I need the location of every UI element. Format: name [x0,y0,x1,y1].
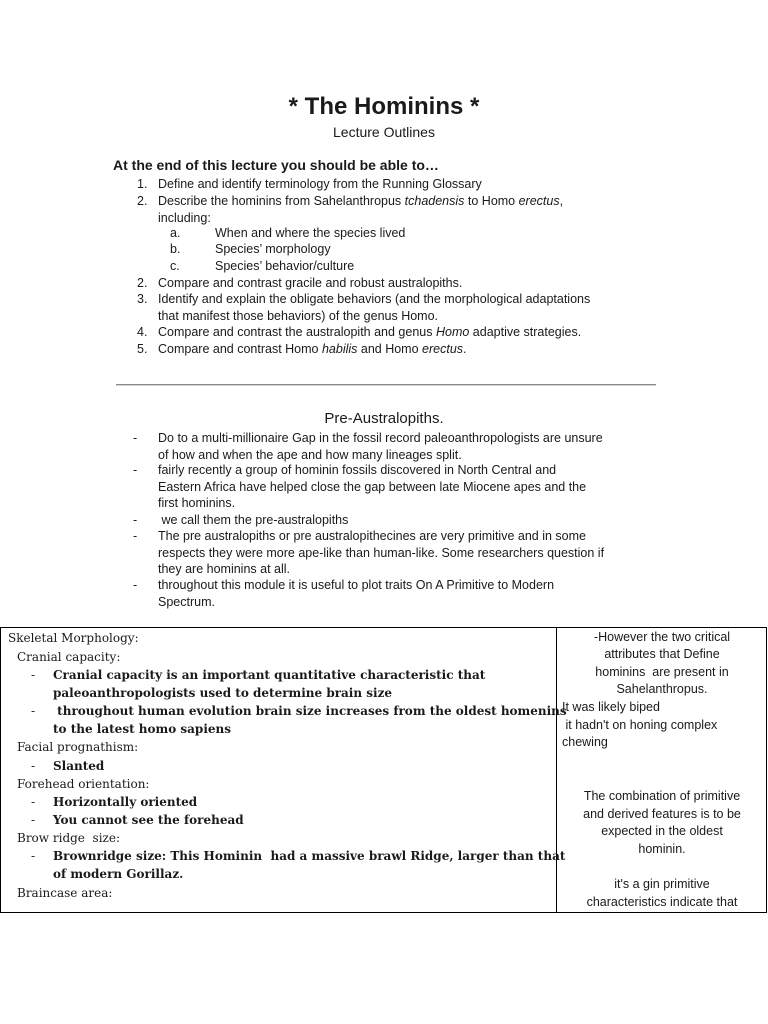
brow-ridge-item: of modern Gorillaz. [53,867,184,881]
note-line: hominins are present in [595,665,729,679]
skeletal-morphology-heading: Skeletal Morphology: [8,631,139,645]
bullet-dash: - [31,668,36,682]
facial-prognathism-heading: Facial prognathism: [17,740,139,754]
bullet-dash: - [31,849,36,863]
objective-text: Compare and contrast gracile and robust australopiths. [158,276,463,290]
objective-text: Describe the hominins from Sahelanthropus tchadensis to Homo erectus, including: [158,194,564,225]
note-line: It was likely biped [562,700,660,714]
objective-number: 2. [137,276,148,290]
facial-prognathism-item: Slanted [53,759,105,773]
cranial-capacity-item: Cranial capacity is an important quantitative characteristic that [53,668,486,682]
bullet-dash: - [31,795,36,809]
morphology-table [0,627,767,913]
bullet-dash: - [133,513,138,527]
cranial-capacity-item: paleoanthropologists used to determine brain size [53,686,393,700]
objective-number: 5. [137,342,148,356]
subitem-letter: b. [170,242,181,256]
bullet-dash: - [133,578,138,592]
note-line: and derived features is to be [583,807,741,821]
page-subtitle: Lecture Outlines [333,124,435,140]
note-line: expected in the oldest [601,824,723,838]
objective-number: 4. [137,325,148,339]
note-line: characteristics indicate that [586,895,738,909]
bullet-dash: - [31,759,36,773]
note-line: it's a gin primitive [614,877,710,891]
subitem-text: When and where the species lived [215,226,406,240]
objective-text: Define and identify terminology from the Running Glossary [158,177,482,191]
note-line: Sahelanthropus. [616,682,708,696]
bullet-dash: - [133,431,138,445]
cranial-capacity-item: throughout human evolution brain size increases from the oldest homenins [53,704,567,718]
objective-text: Compare and contrast the australopith and genus Homo adaptive strategies. [158,325,582,339]
bullet-text: we call them the pre-australopiths [158,513,349,527]
note-line: -However the two critical [593,630,731,644]
page-title: * The Hominins * [288,93,480,120]
brow-ridge-heading: Brow ridge size: [17,831,120,845]
note-line: attributes that Define [604,647,720,661]
cranial-capacity-heading: Cranial capacity: [17,650,121,664]
forehead-orientation-item: You cannot see the forehead [53,813,244,827]
objective-number: 3. [137,292,148,306]
braincase-area-heading: Braincase area: [17,886,113,900]
bullet-text: Do to a multi-millionaire Gap in the fossil record paleoanthropologists are unsure of how and when the ape and how many lineages split. [158,431,603,462]
bullet-dash: - [31,704,36,718]
bullet-text: throughout this module it is useful to plot traits On A Primitive to Modern Spectrum. [158,578,555,609]
note-line: it hadn't on honing complex [562,718,718,732]
section-divider [116,384,656,386]
bullet-dash: - [133,529,138,543]
objective-text: Identify and explain the obligate behaviors (and the morphological adaptations that manifest those behaviors) of the genus Homo. [158,292,591,323]
note-line: chewing [562,735,608,749]
bullet-text: fairly recently a group of hominin fossils discovered in North Central and Eastern Africa have helped close the gap between late Miocene apes and the first hominins. [158,463,587,510]
objective-number: 2. [137,194,148,208]
subitem-letter: a. [170,226,181,240]
bullet-dash: - [133,463,138,477]
brow-ridge-item: Brownridge size: This Hominin had a massive brawl Ridge, larger than that [53,849,566,863]
objective-item [137,193,647,227]
bullet-dash: - [31,813,36,827]
subitem-text: Species’ behavior/culture [215,259,355,273]
note-line: hominin. [638,842,686,856]
section-title: Pre-Australopiths. [324,410,444,427]
subitem-text: Species’ morphology [215,242,331,256]
forehead-orientation-item: Horizontally oriented [53,795,198,809]
objective-number: 1. [137,177,148,191]
objectives-heading: At the end of this lecture you should be able to… [113,157,439,173]
objective-text: Compare and contrast Homo habilis and Homo erectus. [158,342,467,356]
table-column-divider [556,628,557,912]
note-line: The combination of primitive [583,789,741,803]
forehead-orientation-heading: Forehead orientation: [17,777,150,791]
subitem-letter: c. [170,259,180,273]
cranial-capacity-item: to the latest homo sapiens [53,722,231,736]
bullet-text: The pre australopiths or pre australopithecines are very primitive and in some respects they were more ape-like than human-like. Some researchers question if they are hominins at all. [158,529,605,576]
